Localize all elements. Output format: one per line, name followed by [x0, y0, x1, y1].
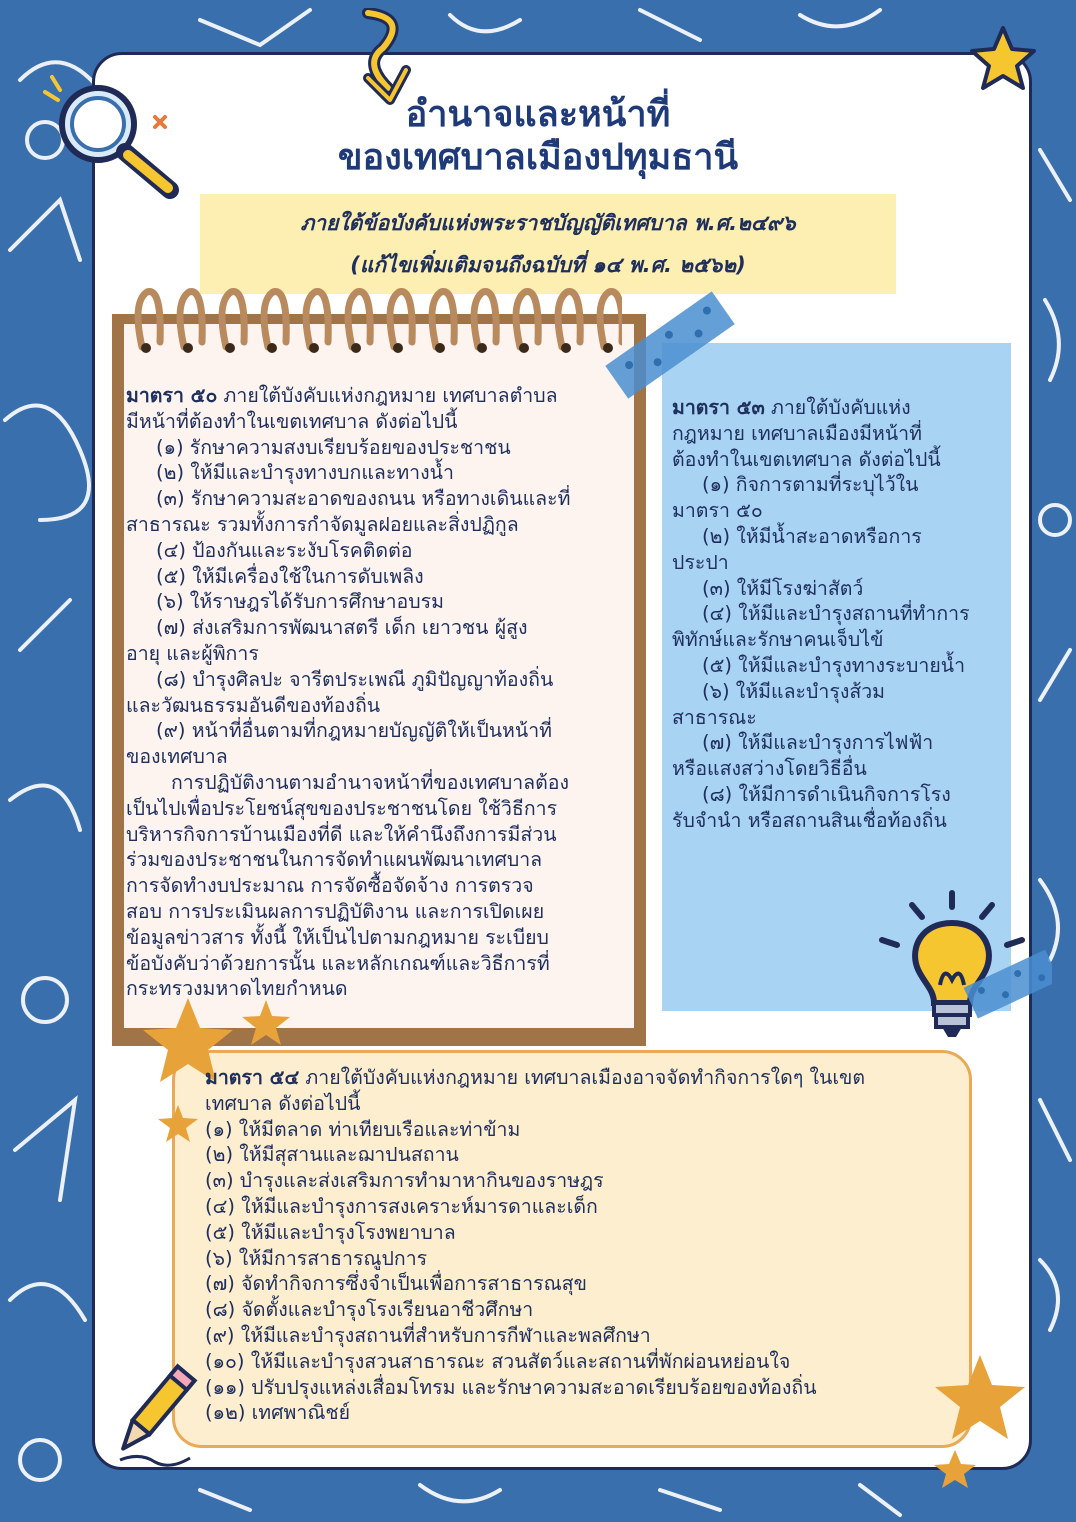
section-53-item: (๕) ให้มีและบำรุงทางระบายน้ำ	[702, 653, 966, 677]
section-54-item: (๑) ให้มีตลาด ท่าเทียบเรือและท่าข้าม	[205, 1117, 521, 1141]
section-54-text	[205, 1065, 970, 1426]
section-50-item: (๔) ป้องกันและระงับโรคติดต่อ	[156, 538, 413, 562]
section-50-line: บริหารกิจการบ้านเมืองที่ดี และให้คำนึงถึงการมีส่วน	[126, 822, 557, 846]
section-50-line: กระทรวงมหาดไทยกำหนด	[126, 977, 348, 1001]
subtitle-line1: ภายใต้ข้อบังคับแห่งพระราชบัญญัติเทศบาล พ.ศ.๒๔๙๖	[300, 211, 796, 235]
section-54-line: เทศบาล ดังต่อไปนี้	[205, 1091, 361, 1115]
section-50-text	[126, 383, 636, 1002]
subtitle-line2: (แก้ไขเพิ่มเติมจนถึงฉบับที่ ๑๔ พ.ศ. ๒๕๖๒)	[350, 253, 746, 277]
section-50-line: ข้อมูลข่าวสาร ทั้งนี้ ให้เป็นไปตามกฎหมาย ระเบียบ	[126, 925, 549, 949]
section-50-line: สอบ การประเมินผลการปฏิบัติงาน และการเปิดเผย	[126, 899, 545, 923]
section-53-line: รับจำนำ หรือสถานสินเชื่อท้องถิ่น	[672, 808, 947, 832]
section-50-line: อายุ และผู้พิการ	[126, 641, 259, 665]
section-50-item: (๘) บำรุงศิลปะ จารีตประเพณี ภูมิปัญญาท้องถิ่น	[156, 667, 554, 691]
pencil-icon	[100, 1360, 200, 1470]
section-53-item: (๘) ให้มีการดำเนินกิจการโรง	[702, 782, 951, 806]
section-53-line: หรือแสงสว่างโดยวิธีอื่น	[672, 757, 867, 781]
section-53-line: ประปา	[672, 550, 729, 574]
section-54-heading: มาตรา ๕๔	[205, 1066, 300, 1089]
section-50-line: ของเทศบาล	[126, 745, 228, 769]
section-50-item: (๑) รักษาความสงบเรียบร้อยของประชาชน	[156, 435, 511, 459]
section-50-line: ข้อบังคับว่าด้วยการนั้น และหลักเกณฑ์และวิธีการที่	[126, 951, 550, 975]
section-54-item: (๑๒) เทศพาณิชย์	[205, 1401, 351, 1425]
section-53-item: (๓) ให้มีโรงฆ่าสัตว์	[702, 576, 864, 600]
section-53-item: (๑) กิจการตามที่ระบุไว้ใน	[702, 473, 919, 497]
section-53-line: ต้องทำในเขตเทศบาล ดังต่อไปนี้	[672, 447, 941, 471]
section-53-item: (๒) ให้มีน้ำสะอาดหรือการ	[702, 524, 922, 548]
section-50-item: (๙) หน้าที่อื่นตามที่กฎหมายบัญญัติให้เป็นหน้าที่	[156, 719, 553, 743]
section-53-item: (๖) ให้มีและบำรุงส้วม	[702, 679, 886, 703]
section-50-item: (๒) ให้มีและบำรุงทางบกและทางน้ำ	[156, 461, 454, 485]
section-53-item: (๔) ให้มีและบำรุงสถานที่ทำการ	[702, 602, 970, 626]
section-54-item: (๑๐) ให้มีและบำรุงสวนสาธารณะ สวนสัตว์และสถานที่พักผ่อนหย่อนใจ	[205, 1349, 791, 1373]
section-50-item: (๖) ให้ราษฎรได้รับการศึกษาอบรม	[156, 590, 444, 614]
section-50-line: การจัดทำงบประมาณ การจัดซื้อจัดจ้าง การตรวจ	[126, 874, 534, 898]
section-50-paragraph: การปฏิบัติงานตามอำนาจหน้าที่ของเทศบาลต้อง	[171, 770, 569, 794]
spiral-binding-icon	[122, 282, 622, 362]
section-54-item: (๗) จัดทำกิจการซึ่งจำเป็นเพื่อการสาธารณสุข	[205, 1272, 587, 1296]
page-title-line2: ของเทศบาลเมืองปทุมธานี	[337, 137, 739, 178]
section-50-line: ร่วมของประชาชนในการจัดทำแผนพัฒนาเทศบาล	[126, 848, 543, 872]
section-53-text	[672, 395, 1002, 834]
section-54-item: (๒) ให้มีสุสานและฌาปนสถาน	[205, 1143, 459, 1167]
section-53-line: มาตรา ๕๓ ภายใต้บังคับแห่ง	[672, 396, 911, 419]
section-50-line: มีหน้าที่ต้องทำในเขตเทศบาล ดังต่อไปนี้	[126, 409, 458, 433]
page-title-line1: อำนาจและหน้าที่	[405, 94, 671, 135]
section-50-line: เป็นไปเพื่อประโยชน์สุขของประชาชนโดย ใช้วิธีการ	[126, 796, 558, 820]
section-50-item: (๓) รักษาความสะอาดของถนน หรือทางเดินและที่	[156, 487, 571, 511]
section-54-item: (๔) ให้มีและบำรุงการสงเคราะห์มารดาและเด็ก	[205, 1194, 598, 1218]
section-54-item: (๘) จัดตั้งและบำรุงโรงเรียนอาชีวศึกษา	[205, 1298, 534, 1322]
section-50-line: และวัฒนธรรมอันดีของท้องถิ่น	[126, 693, 381, 717]
lightbulb-icon	[872, 885, 1052, 1050]
section-50-item: (๕) ให้มีเครื่องใช้ในการดับเพลิง	[156, 564, 424, 588]
section-54-item: (๖) ให้มีการสาธารณูปการ	[205, 1246, 428, 1270]
section-50-heading: มาตรา ๕๐	[126, 384, 218, 407]
section-53-line: มาตรา ๕๐	[672, 499, 763, 523]
section-54-line: มาตรา ๕๔ ภายใต้บังคับแห่งกฎหมาย เทศบาลเมืองอาจจัดทำกิจการใดๆ ในเขต	[205, 1066, 865, 1089]
section-54-item: (๕) ให้มีและบำรุงโรงพยาบาล	[205, 1220, 456, 1244]
section-53-line: สาธารณะ	[672, 705, 757, 729]
magnifier-icon	[40, 72, 190, 202]
section-54-item: (๙) ให้มีและบำรุงสถานที่สำหรับการกีฬาและพลศึกษา	[205, 1323, 651, 1347]
section-53-heading: มาตรา ๕๓	[672, 396, 765, 419]
section-50-line: สาธารณะ รวมทั้งการกำจัดมูลฝอยและสิ่งปฏิกูล	[126, 512, 519, 536]
subtitle-box	[200, 194, 896, 294]
section-50-line: มาตรา ๕๐ ภายใต้บังคับแห่งกฎหมาย เทศบาลตำบล	[126, 384, 558, 407]
section-53-item: (๗) ให้มีและบำรุงการไฟฟ้า	[702, 731, 934, 755]
star-icon	[968, 24, 1038, 94]
section-54-item: (๓) บำรุงและส่งเสริมการทำมาหากินของราษฎร	[205, 1169, 604, 1193]
section-50-item: (๗) ส่งเสริมการพัฒนาสตรี เด็ก เยาวชน ผู้สูง	[156, 616, 528, 640]
section-53-line: กฎหมาย เทศบาลเมืองมีหน้าที่	[672, 421, 922, 445]
section-54-item: (๑๑) ปรับปรุงแหล่งเสื่อมโทรม และรักษาความสะอาดเรียบร้อยของท้องถิ่น	[205, 1375, 817, 1399]
section-53-line: พิทักษ์และรักษาคนเจ็บไข้	[672, 628, 884, 652]
